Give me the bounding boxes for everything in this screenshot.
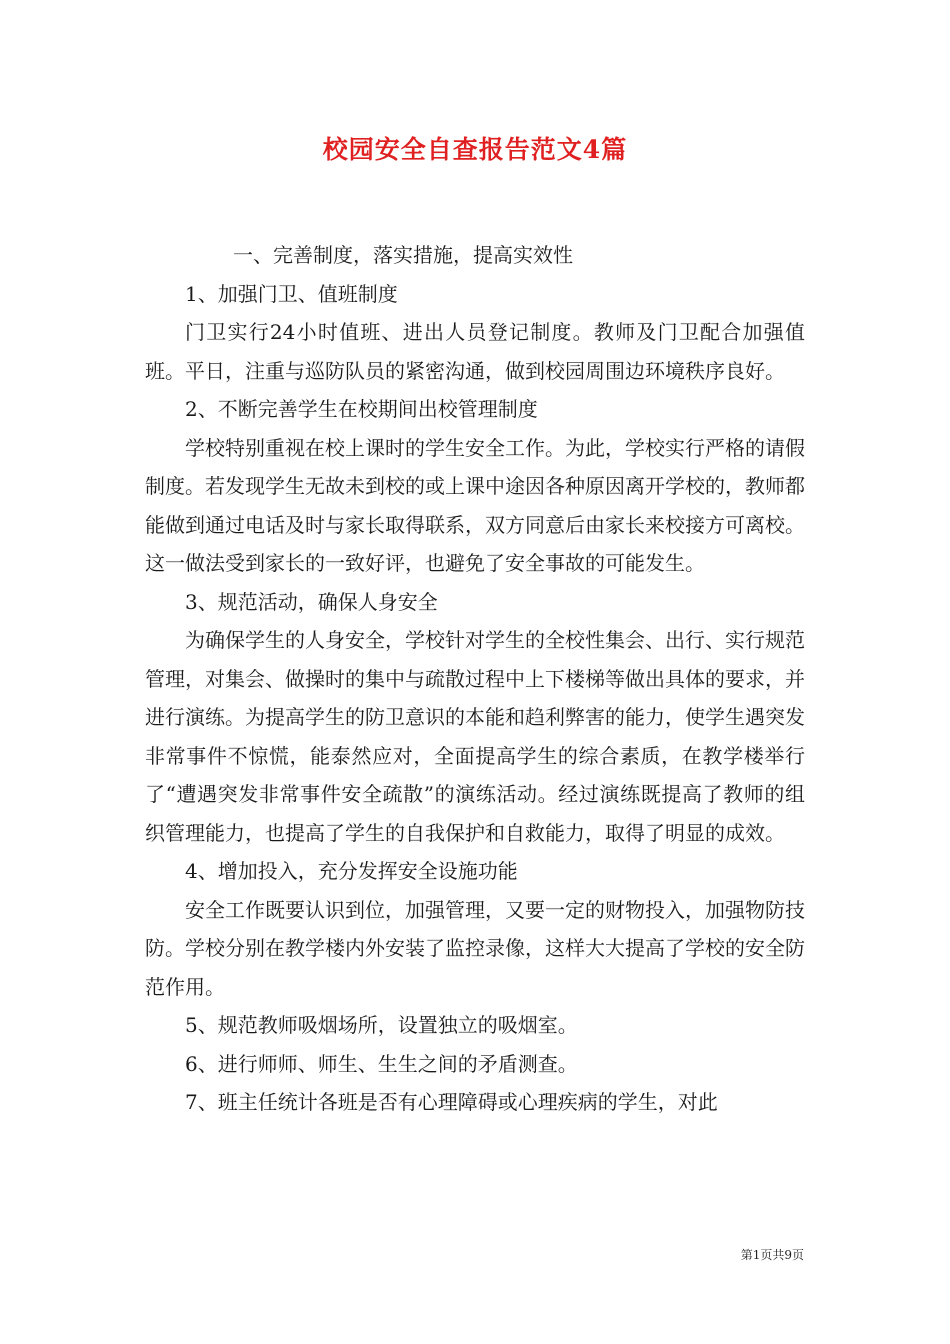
body-paragraph: 门卫实行24小时值班、进出人员登记制度。教师及门卫配合加强值班。平日，注重与巡防队员的紧密沟通，做到校园周围边环境秩序良好。 [145,320,805,383]
body-paragraph: 安全工作既要认识到位，加强管理，又要一定的财物投入，加强物防技防。学校分别在教学楼内外安装了监控录像，这样大大提高了学校的安全防范作用。 [145,897,805,999]
subsection-heading: 4、增加投入，充分发挥安全设施功能 [185,859,518,883]
list-item: 5、规范教师吸烟场所，设置独立的吸烟室。 [185,1013,578,1037]
subsection-heading: 1、加强门卫、值班制度 [185,281,398,306]
section-heading: 一、完善制度，落实措施，提高实效性 [233,243,573,267]
list-item: 7、班主任统计各班是否有心理障碍或心理疾病的学生，对此 [185,1090,718,1114]
body-paragraph: 为确保学生的人身安全，学校针对学生的全校性集会、出行、实行规范管理，对集会、做操时的集中与疏散过程中上下楼梯等做出具体的要求，并进行演练。为提高学生的防卫意识的本能和趋利弊害的能力，使学生遇突发非常事件不惊慌，能泰然应对，全面提高学生的综合素质，在教学楼举行了“遭遇突发非常事件安全疏散”的演练活动。经过演练既提高了教师的组织管理能力，也提高了学生的自我保护和自救能力，取得了明显的成效。 [145,628,805,845]
subsection-heading: 2、不断完善学生在校期间出校管理制度 [185,397,538,421]
body-paragraph: 学校特别重视在校上课时的学生安全工作。为此，学校实行严格的请假制度。若发现学生无故未到校的或上课中途因各种原因离开学校的，教师都能做到通过电话及时与家长取得联系，双方同意后由家长来校接方可离校。这一做法受到家长的一致好评，也避免了安全事故的可能发生。 [145,435,805,575]
document-title: 校园安全自查报告范文4篇 [322,135,628,164]
subsection-heading: 3、规范活动，确保人身安全 [185,589,438,614]
document-body [145,236,805,1122]
list-item: 6、进行师师、师生、生生之间的矛盾测查。 [185,1051,578,1076]
page-number-footer: 第1页共9页 [740,1248,804,1262]
